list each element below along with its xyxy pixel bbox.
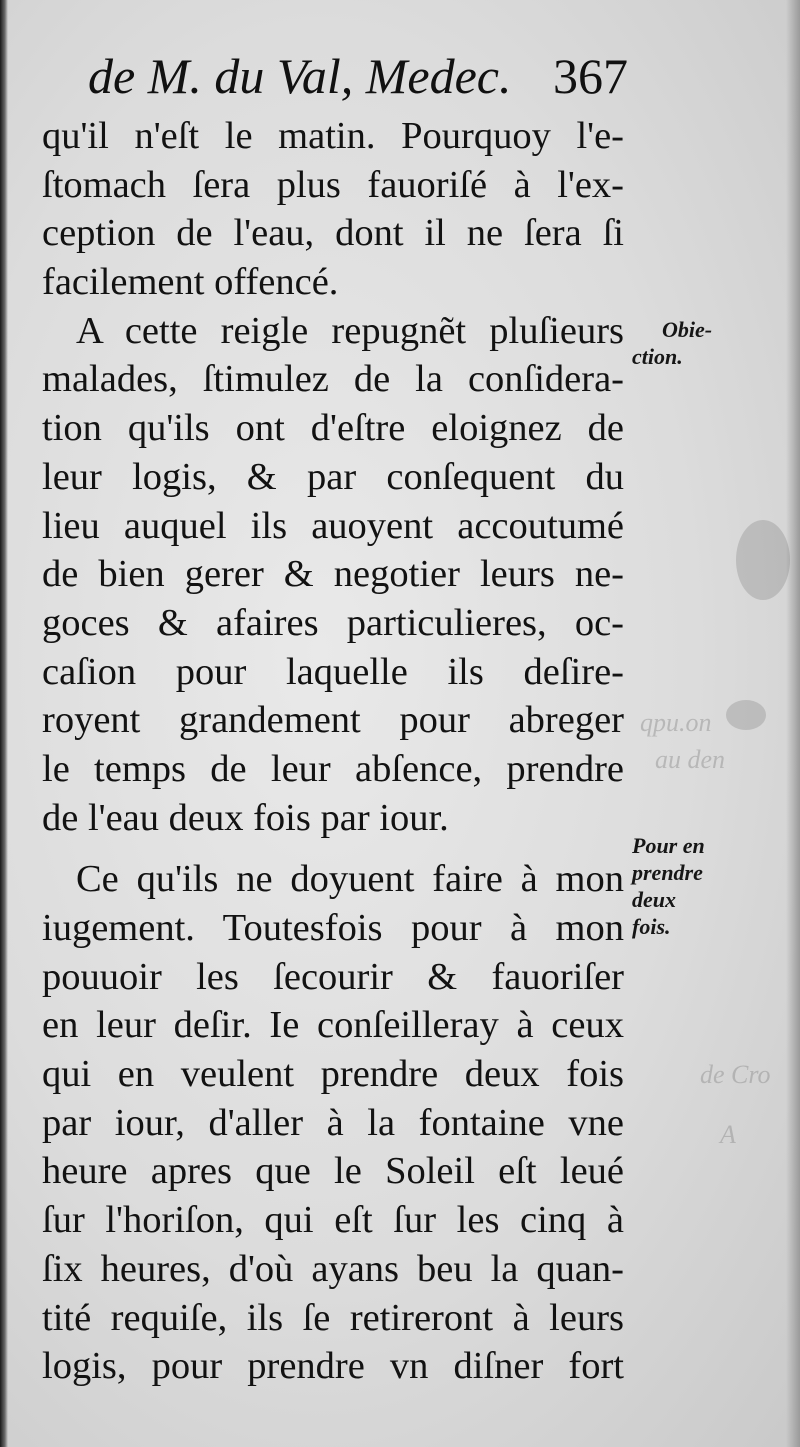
text-line: royent grandement pour abreger bbox=[42, 699, 624, 742]
text-line: ception de l'eau, dont il ne ſera ſi bbox=[42, 212, 624, 255]
text-line: iugement. Toutesfois pour à mon bbox=[42, 907, 624, 949]
page-number: 367 bbox=[553, 48, 628, 104]
paragraph bbox=[42, 855, 624, 1391]
margin-note-line: Obie- bbox=[662, 317, 713, 342]
paragraph bbox=[42, 307, 624, 843]
margin-note-line: Pour en bbox=[632, 833, 705, 858]
margin-note-line: ction. bbox=[632, 344, 683, 369]
show-through-ink: A bbox=[720, 1120, 736, 1149]
text-line: par iour, d'aller à la fontaine vne bbox=[42, 1101, 624, 1144]
text-line: ſur l'horiſon, qui eſt ſur les cinq à bbox=[42, 1199, 624, 1242]
text-line: Ce qu'ils ne doyuent faire à mon bbox=[76, 858, 624, 901]
text-line: leur logis, & par conſequent du bbox=[42, 455, 624, 498]
page-edge-highlight bbox=[786, 0, 800, 1447]
show-through-ink: au den bbox=[655, 745, 726, 774]
text-line: malades, ſtimulez de la conſidera- bbox=[42, 358, 624, 401]
margin-note-line: deux bbox=[632, 887, 676, 912]
margin-note-two-doses bbox=[632, 832, 752, 940]
margin-note-objection bbox=[632, 316, 752, 370]
show-through-ink: de Cro bbox=[700, 1060, 771, 1089]
text-line: A cette reigle repugnẽt pluſieurs bbox=[76, 309, 624, 352]
text-line: en leur deſir. Ie conſeilleray à ceux bbox=[42, 1004, 624, 1047]
running-title: de M. du Val, Medec. bbox=[88, 48, 512, 104]
text-line: caſion pour laquelle ils deſire- bbox=[42, 650, 624, 693]
page-edge-shadow bbox=[0, 0, 8, 1447]
text-line: pouuoir les ſecourir & fauoriſer bbox=[42, 955, 624, 998]
text-line: goces & afaires particulieres, oc- bbox=[42, 601, 624, 644]
text-line: logis, pour prendre vn diſner fort bbox=[42, 1345, 624, 1388]
text-line: tion qu'ils ont d'eſtre eloignez de bbox=[42, 407, 624, 450]
text-line: tité requiſe, ils ſe retireront à leurs bbox=[42, 1296, 624, 1339]
text-line: facilement offencé. bbox=[42, 261, 339, 304]
text-line: qu'il n'eſt le matin. Pourquoy l'e- bbox=[42, 115, 624, 157]
text-line: ſix heures, d'où ayans beu la quan- bbox=[42, 1247, 624, 1290]
margin-note-line: prendre bbox=[632, 860, 703, 885]
text-line: de l'eau deux fois par iour. bbox=[42, 796, 449, 839]
body-text bbox=[42, 112, 624, 1391]
paragraph bbox=[42, 112, 624, 307]
ink-smudge bbox=[726, 700, 766, 730]
ink-smudge bbox=[736, 520, 790, 600]
text-line: ſtomach ſera plus fauoriſé à l'ex- bbox=[42, 163, 624, 206]
text-line: heure apres que le Soleil eſt leué bbox=[42, 1150, 624, 1193]
text-line: de bien gerer & negotier leurs ne- bbox=[42, 553, 624, 596]
margin-note-line: fois. bbox=[632, 914, 671, 939]
show-through-ink: qpu.on bbox=[640, 708, 712, 737]
text-line: qui en veulent prendre deux fois bbox=[42, 1053, 624, 1096]
text-line: le temps de leur abſence, prendre bbox=[42, 747, 624, 790]
running-header bbox=[88, 44, 628, 108]
paragraph-gap bbox=[42, 842, 624, 855]
text-line: lieu auquel ils auoyent accoutumé bbox=[42, 504, 624, 547]
